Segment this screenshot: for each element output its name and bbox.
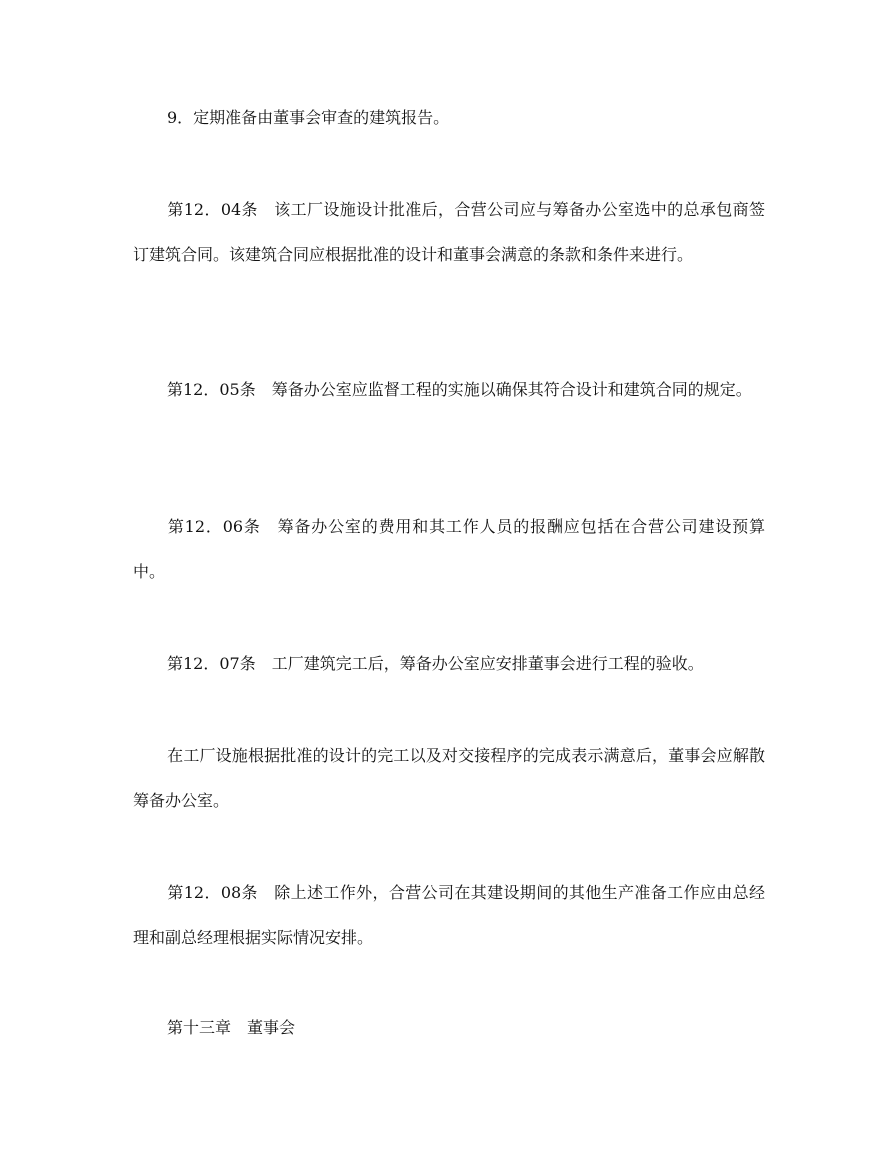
paragraph-text: 第12．04条 该工厂设施设计批准后，合营公司应与筹备办公室选中的总承包商签订建筑合同。该建筑合同应根据批准的设计和董事会满意的条款和条件来进行。 xyxy=(133,200,765,264)
paragraph-text: 在工厂设施根据批准的设计的完工以及对交接程序的完成表示满意后，董事会应解散筹备办公室。 xyxy=(133,746,765,810)
paragraph-text: 第12．05条 筹备办公室应监督工程的实施以确保其符合设计和建筑合同的规定。 xyxy=(167,380,752,399)
paragraph-article-12-04 xyxy=(133,187,765,277)
paragraph-article-12-07-continued xyxy=(133,733,765,823)
paragraph-article-12-05 xyxy=(133,367,765,412)
paragraph-text: 第12．07条 工厂建筑完工后，筹备办公室应安排董事会进行工程的验收。 xyxy=(167,654,704,673)
chapter-heading xyxy=(133,1005,765,1050)
paragraph-item-9 xyxy=(133,95,765,140)
paragraph-text: 第12．08条 除上述工作外，合营公司在其建设期间的其他生产准备工作应由总经理和副总经理根据实际情况安排。 xyxy=(133,883,765,947)
paragraph-article-12-07 xyxy=(133,641,765,686)
chapter-heading-text: 第十三章 董事会 xyxy=(167,1018,296,1037)
paragraph-article-12-06 xyxy=(133,504,765,594)
paragraph-article-12-08 xyxy=(133,870,765,960)
paragraph-text: 第12．06条 筹备办公室的费用和其工作人员的报酬应包括在合营公司建设预算中。 xyxy=(133,517,765,581)
paragraph-text: 9．定期准备由董事会审查的建筑报告。 xyxy=(167,108,450,127)
